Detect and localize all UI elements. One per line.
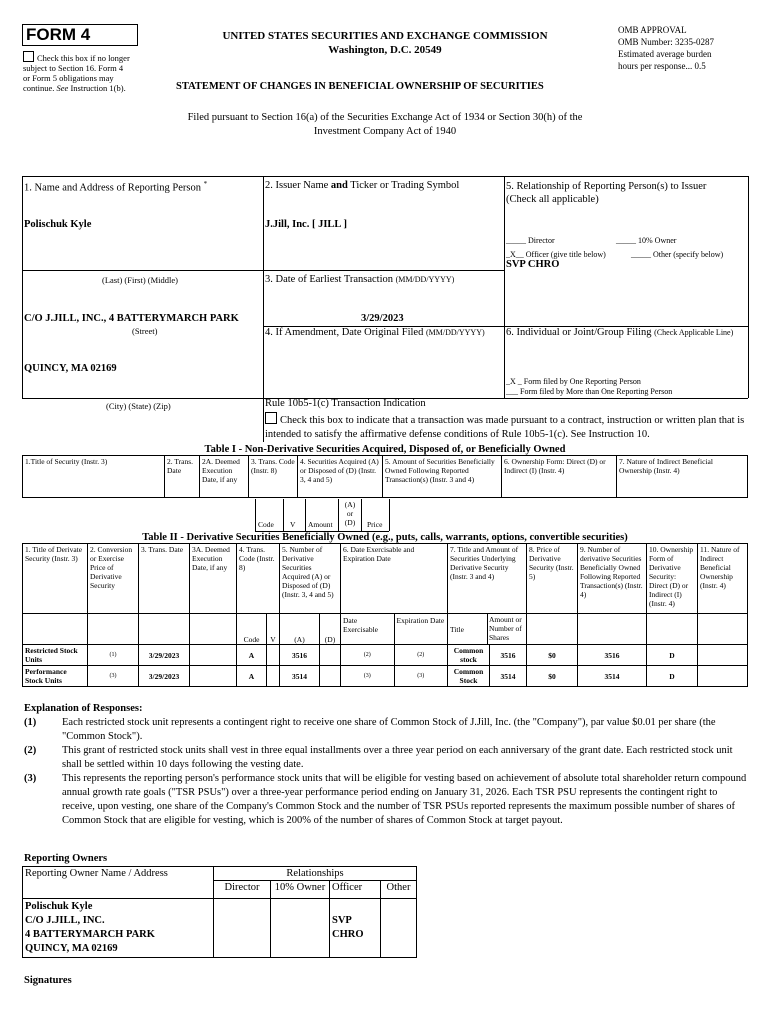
issuer-name: J.Jill, Inc. [ JILL ] xyxy=(265,219,347,230)
table1-nonderivative xyxy=(22,455,748,498)
t2-sub-expiration: Expiration Date xyxy=(396,616,445,625)
t2-col-nature: 11. Nature of Indirect Beneficial Ownership (Instr. 4) xyxy=(698,544,748,614)
agency-name: UNITED STATES SECURITIES AND EXCHANGE COMMISSION xyxy=(222,30,548,42)
row-price: $0 xyxy=(527,645,578,666)
signatures-heading: Signatures xyxy=(24,975,72,986)
explanation-item xyxy=(24,716,750,744)
row-underlying: Common Stock xyxy=(448,666,490,686)
t2-sub-exercisable: Date Exercisable xyxy=(341,614,395,644)
divider xyxy=(263,176,264,442)
t2-sub-amount: Amount or Number of Shares xyxy=(489,615,522,642)
divider xyxy=(263,270,504,271)
t2-sub-d: (D) xyxy=(324,635,336,644)
filing-option-one: _X _ Form filed by One Reporting Person xyxy=(506,377,641,386)
form-label-box xyxy=(22,24,138,46)
row-underlying-amount: 3516 xyxy=(500,650,516,660)
owners-col-other: Other xyxy=(381,881,417,899)
explanation-heading: Explanation of Responses: xyxy=(24,703,143,714)
filed-line: Filed pursuant to Section 16(a) of the Securities Exchange Act of 1934 or Section 30(h) of the xyxy=(187,112,583,123)
t2-col-underlying: 7. Title and Amount of Securities Underlying Derivative Security (Instr. 3 and 4) xyxy=(448,544,527,614)
box4-label: 4. If Amendment, Date Original Filed (MM/DD/YYYY) xyxy=(265,327,485,338)
owners-col-name: Reporting Owner Name / Address xyxy=(23,867,214,881)
owners-col-officer: Officer xyxy=(330,881,381,899)
t1-sub-amount: Amount xyxy=(308,520,333,529)
rule-10b5-description: Check this box to indicate that a transaction was made pursuant to a contract, instruction or written plan that is intended to satisfy the affirmative defense conditions of Rule 10b5-1(c). See Instruction 10. xyxy=(265,415,745,440)
no-longer-subject-checkbox[interactable] xyxy=(23,51,34,62)
owner-name-address: Polischuk Kyle C/O J.JILL, INC. 4 BATTERYMARCH PARK QUINCY, MA 02169 xyxy=(23,899,214,958)
t2-col-number: 5. Number of Derivative Securities Acquired (A) or Disposed of (D) (Instr. 3, 4 and 5) xyxy=(280,544,341,614)
explanation-text: Each restricted stock unit represents a contingent right to receive one share of Common Stock of J.Jill, Inc. (the "Company"), par value $0.01 per share (the "Common Stock"). xyxy=(62,717,716,742)
checkbox-text-line: continue. See Instruction 1(b). xyxy=(23,83,126,93)
t2-col-form: 10. Ownership Form of Derivative Security: Direct (D) or Indirect (I) (Instr. 4) xyxy=(647,544,698,614)
t1-sub-v: V xyxy=(290,520,296,529)
box1-label: 1. Name and Address of Reporting Person * xyxy=(24,180,208,194)
explanation-text: This grant of restricted stock units shall vest in three equal installments over a three year period on each anniversary of the grant date. Each restricted stock unit shall be settled within 10 days following the vesting date. xyxy=(62,745,733,770)
divider xyxy=(22,176,748,177)
row-code: A xyxy=(237,645,267,665)
t1-col-nature: 7. Nature of Indirect Beneficial Ownership (Instr. 4) xyxy=(617,456,748,498)
table2-derivative xyxy=(22,543,748,687)
owner-row xyxy=(23,899,417,958)
checkbox-text-line: Check this box if no longer xyxy=(37,53,130,63)
officer-title: SVP CHRO xyxy=(506,259,560,270)
box5-label: 5. Relationship of Reporting Person(s) to Issuer (Check all applicable) xyxy=(506,181,707,205)
street-hint: (Street) xyxy=(132,326,158,336)
owners-col-director: Director xyxy=(214,881,271,899)
table2-title: Table II - Derivative Securities Beneficially Owned (e.g., puts, calls, warrants, options, convertible securities) xyxy=(142,532,628,543)
checkbox-text-line: or Form 5 obligations may xyxy=(23,73,114,83)
owner-officer-title: SVP CHRO xyxy=(330,899,381,958)
omb-line: OMB APPROVAL xyxy=(618,25,687,35)
divider xyxy=(22,398,263,399)
explanation-section xyxy=(24,702,750,828)
agency-location: Washington, D.C. 20549 xyxy=(328,44,442,56)
row-form: D xyxy=(647,666,698,687)
t2-col-price: 8. Price of Derivative Security (Instr. 5) xyxy=(527,544,578,614)
filed-line: Investment Company Act of 1940 xyxy=(313,126,457,137)
t2-col-deemed: 3A. Deemed Execution Date, if any xyxy=(190,544,237,614)
omb-approval xyxy=(618,24,758,72)
row-underlying-amount: 3514 xyxy=(500,671,516,681)
name-hint: (Last) (First) (Middle) xyxy=(102,275,179,285)
form-label: FORM 4 xyxy=(26,25,91,44)
relationship-other: _____ Other (specify below) xyxy=(631,250,724,259)
row-trans-date: 3/29/2023 xyxy=(139,645,190,666)
row-price: $0 xyxy=(527,666,578,687)
row-security-title: Restricted Stock Units xyxy=(23,645,88,666)
t1-col-code: 3. Trans. Code (Instr. 8) xyxy=(249,456,298,498)
explanation-item xyxy=(24,744,750,772)
t2-col-exercisable: 6. Date Exercisable and Expiration Date xyxy=(341,544,448,614)
row-underlying: Common stock xyxy=(448,645,490,665)
t2-sub-title: Title xyxy=(448,614,488,644)
earliest-transaction-date: 3/29/2023 xyxy=(361,313,404,324)
explanation-text: This represents the reporting person's performance stock units that will be eligible for vesting based on achievement of absolute total shareholder return compound annual growth rate goals ("TSR PSUs") over a three-year performance period ending on January 31, 2026. Each TSR PSU represents the contingent right to receive, upon vesting, one share of the Company's Common Stock and the number of TSR PSUs reported represents the maximum possible number of shares of Common Stock that are eligible for vesting, which is 200% of the number of shares of Common Stock at target payout. xyxy=(62,773,747,826)
explanation-number: (3) xyxy=(24,773,37,784)
t2-sub-a: (A) xyxy=(280,614,320,644)
agency-heading xyxy=(180,29,590,57)
city-hint: (City) (State) (Zip) xyxy=(106,401,171,411)
explanation-item xyxy=(24,772,750,828)
statement-title: STATEMENT OF CHANGES IN BENEFICIAL OWNERSHIP OF SECURITIES xyxy=(176,81,544,92)
t1-sub-price: Price xyxy=(367,520,383,529)
rule-10b5-text xyxy=(265,412,747,442)
t1-sub-code: Code xyxy=(258,520,274,529)
checkbox-text-line: subject to Section 16. Form 4 xyxy=(23,63,124,73)
divider xyxy=(22,176,23,398)
box6-label: 6. Individual or Joint/Group Filing (Check Applicable Line) xyxy=(506,327,734,338)
t1-col-title: 1.Title of Security (Instr. 3) xyxy=(23,456,165,498)
row-form: D xyxy=(647,645,698,666)
row-acquired: 3516 xyxy=(280,645,320,665)
t2-col-owned: 9. Number of derivative Securities Beneficially Owned Following Reported Transaction(s) (Instr. 4) xyxy=(578,544,647,614)
owners-col-relationships: Relationships xyxy=(214,867,417,881)
row-conversion: (1) xyxy=(88,645,139,666)
relationship-officer: _X__ Officer (give title below) xyxy=(506,250,606,259)
filed-pursuant xyxy=(120,111,650,139)
owners-col-ten-pct: 10% Owner xyxy=(271,881,330,899)
explanation-number: (1) xyxy=(24,717,37,728)
t2-sub-code: Code xyxy=(237,614,267,644)
row-expiration: (2) xyxy=(417,651,425,658)
box2-label: 2. Issuer Name and Ticker or Trading Symbol xyxy=(265,180,460,191)
row-conversion: (3) xyxy=(88,666,139,687)
relationship-director: _____ Director xyxy=(506,236,555,245)
t2-col-conversion: 2. Conversion or Exercise Price of Derivative Security xyxy=(88,544,139,614)
explanation-number: (2) xyxy=(24,745,37,756)
divider xyxy=(504,176,505,398)
row-expiration: (3) xyxy=(417,672,425,679)
t1-col-acquired: 4. Securities Acquired (A) or Disposed of (D) (Instr. 3, 4 and 5) xyxy=(298,456,383,498)
row-exercisable: (2) xyxy=(341,645,395,665)
owners-heading: Reporting Owners xyxy=(24,853,108,864)
row-exercisable: (3) xyxy=(341,666,395,686)
row-security-title: Performance Stock Units xyxy=(23,666,88,687)
reporting-person-name: Polischuk Kyle xyxy=(24,219,92,230)
t1-col-trans-date: 2. Trans. Date xyxy=(165,456,200,498)
t1-subheader-row xyxy=(22,499,402,531)
filing-option-multiple: ___ Form filed by More than One Reporting Person xyxy=(506,387,673,396)
omb-line: OMB Number: 3235-0287 xyxy=(618,37,714,47)
t2-col-title: 1. Title of Derivate Security (Instr. 3) xyxy=(23,544,88,614)
divider xyxy=(748,176,749,398)
table1-title: Table I - Non-Derivative Securities Acquired, Disposed of, or Beneficially Owned xyxy=(204,444,566,455)
row-owned: 3514 xyxy=(578,666,647,687)
row-trans-date: 3/29/2023 xyxy=(139,666,190,687)
rule-10b5-checkbox[interactable] xyxy=(265,412,277,424)
t1-col-amount: 5. Amount of Securities Beneficially Owned Following Reported Transaction(s) (Instr. 3 and 4) xyxy=(383,456,502,498)
relationship-ten-pct: _____ 10% Owner xyxy=(616,236,677,245)
omb-line: Estimated average burden xyxy=(618,49,712,59)
reporting-person-street: C/O J.JILL, INC., 4 BATTERYMARCH PARK xyxy=(24,313,239,324)
row-acquired: 3514 xyxy=(280,666,320,686)
t1-sub-ad: (A) or (D) xyxy=(344,500,356,527)
row-code: A xyxy=(237,666,267,686)
table-row xyxy=(23,666,748,687)
table-row xyxy=(23,645,748,666)
t1-col-form: 6. Ownership Form: Direct (D) or Indirect (I) (Instr. 4) xyxy=(502,456,617,498)
reporting-person-city: QUINCY, MA 02169 xyxy=(24,363,117,374)
row-owned: 3516 xyxy=(578,645,647,666)
divider xyxy=(22,270,263,271)
owners-table xyxy=(22,866,417,958)
t2-col-trans-date: 3. Trans. Date xyxy=(139,544,190,614)
no-longer-subject-notice xyxy=(23,51,163,93)
omb-line: hours per response... 0.5 xyxy=(618,61,706,71)
t1-col-deemed: 2A. Deemed Execution Date, if any xyxy=(200,456,249,498)
box3-label: 3. Date of Earliest Transaction (MM/DD/YYYY) xyxy=(265,274,455,285)
t2-col-code: 4. Trans. Code (Instr. 8) xyxy=(237,544,280,614)
t2-sub-v: V xyxy=(270,635,276,644)
rule-10b5-label: Rule 10b5-1(c) Transaction Indication xyxy=(265,398,426,409)
